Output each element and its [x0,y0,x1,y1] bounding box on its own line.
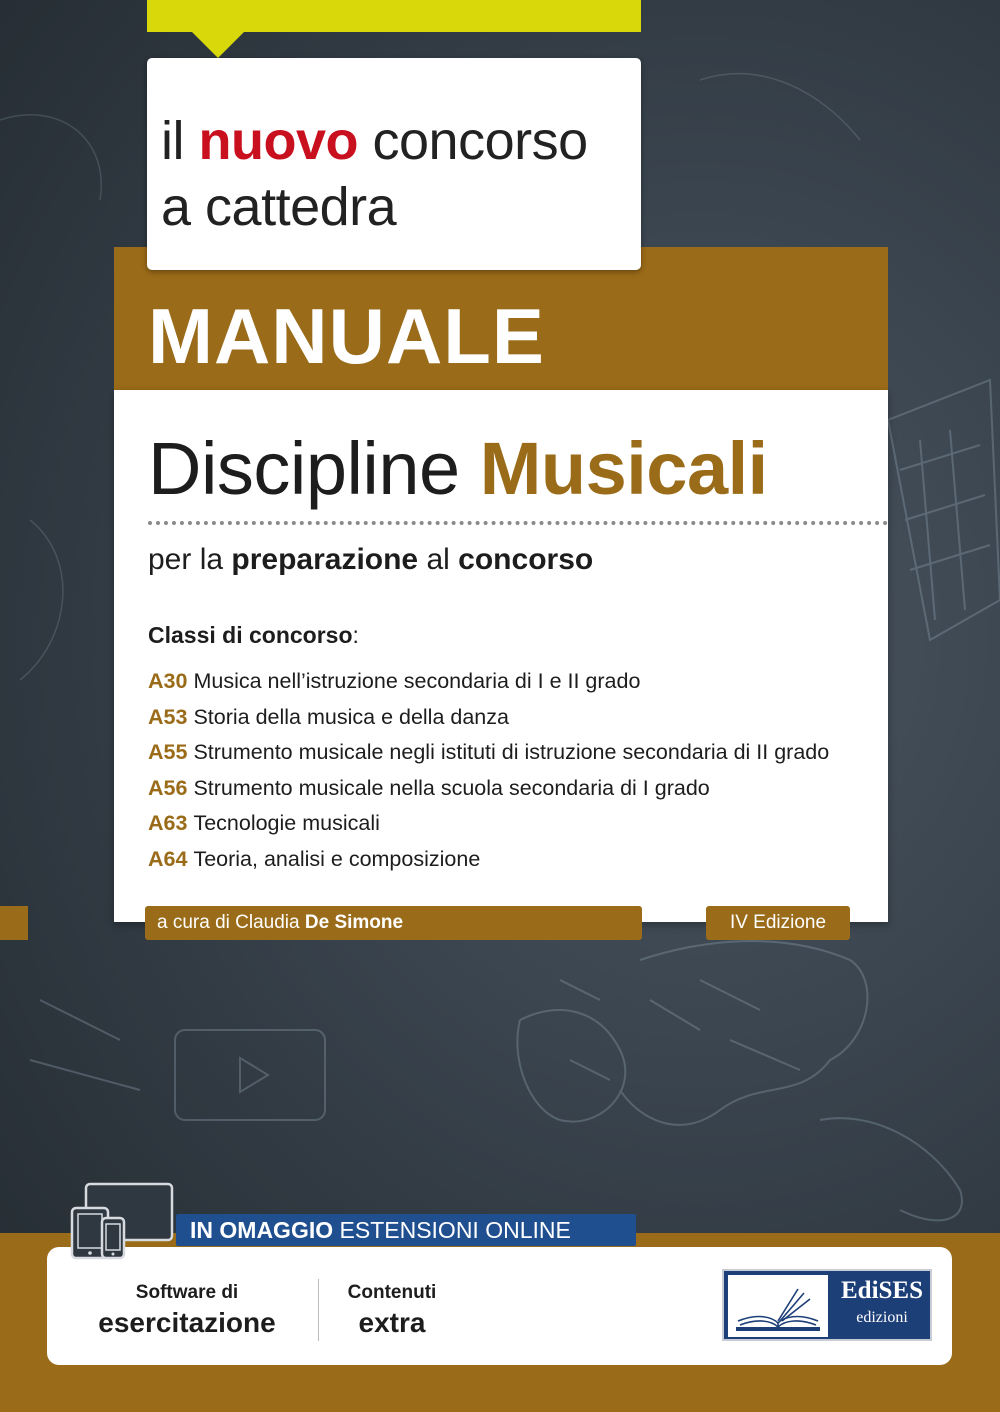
list-item [148,842,829,878]
series-tab [147,0,641,32]
book-title [148,424,768,514]
series-title-box [147,58,641,270]
author-prefix: a cura di Claudia [157,912,300,933]
devices-icon [70,1182,178,1260]
book-subtitle [148,542,593,578]
publisher-wordmark [836,1275,928,1329]
list-item [148,735,829,771]
feature-big-text: esercitazione [98,1307,276,1338]
omaggio-bold: IN OMAGGIO [190,1217,334,1243]
class-text: Musica nell’istruzione secondaria di I e II grado [193,669,641,693]
list-item [148,664,829,700]
class-text: Teoria, analisi e composizione [193,846,481,871]
class-code: A53 [148,704,188,729]
left-accent-stub [0,906,28,940]
classi-heading [148,620,359,650]
class-code: A55 [148,740,188,764]
feature-small-text: Contenuti [347,1282,437,1303]
feature-software [67,1281,307,1341]
subtitle-part-1: per la [148,543,224,576]
series-word-il: il [161,111,184,171]
omaggio-rest: ESTENSIONI ONLINE [339,1217,571,1243]
logo-book-panel [728,1275,828,1337]
class-code: A56 [148,775,188,800]
class-text: Strumento musicale negli istituti di istruzione secondaria di II grado [193,740,830,764]
series-title-line-2: a cattedra [161,177,397,237]
edition-badge: IV Edizione [706,906,850,940]
classi-heading-text: Classi di concorso [148,622,353,648]
open-book-icon [728,1275,828,1337]
online-extras-card [47,1247,952,1365]
series-word-nuovo: nuovo [198,111,358,171]
omaggio-banner [176,1214,636,1246]
feature-divider [318,1279,319,1341]
class-text: Tecnologie musicali [193,811,380,835]
list-item [148,700,829,736]
publisher-name: EdiSES [840,1277,923,1304]
series-word-concorso: concorso [372,111,588,171]
feature-contenuti [332,1281,452,1341]
publisher-sub: edizioni [856,1309,908,1326]
manuale-label: MANUALE [148,292,545,380]
list-item [148,771,829,807]
feature-big-text: extra [358,1307,426,1338]
class-code: A63 [148,811,188,835]
class-code: A30 [148,669,188,693]
class-text: Strumento musicale nella scuola secondaria di I grado [193,775,710,800]
subtitle-part-4: concorso [458,543,594,576]
main-panel [114,390,888,922]
series-title-line-1 [161,108,641,174]
book-title-bold: Musicali [479,427,768,510]
feature-small-text: Software di [135,1282,239,1303]
author-bar [145,906,642,940]
publisher-logo [722,1269,932,1341]
class-text: Storia della musica e della danza [193,704,509,729]
classi-list [148,664,829,877]
author-surname: De Simone [304,912,404,933]
class-code: A64 [148,846,188,871]
book-title-light: Discipline [148,427,460,510]
classi-heading-colon: : [352,622,359,648]
subtitle-part-2: preparazione [231,543,419,576]
series-tab-arrow [192,32,244,58]
subtitle-part-3: al [426,543,450,576]
list-item [148,806,829,842]
dotted-divider [148,521,888,526]
